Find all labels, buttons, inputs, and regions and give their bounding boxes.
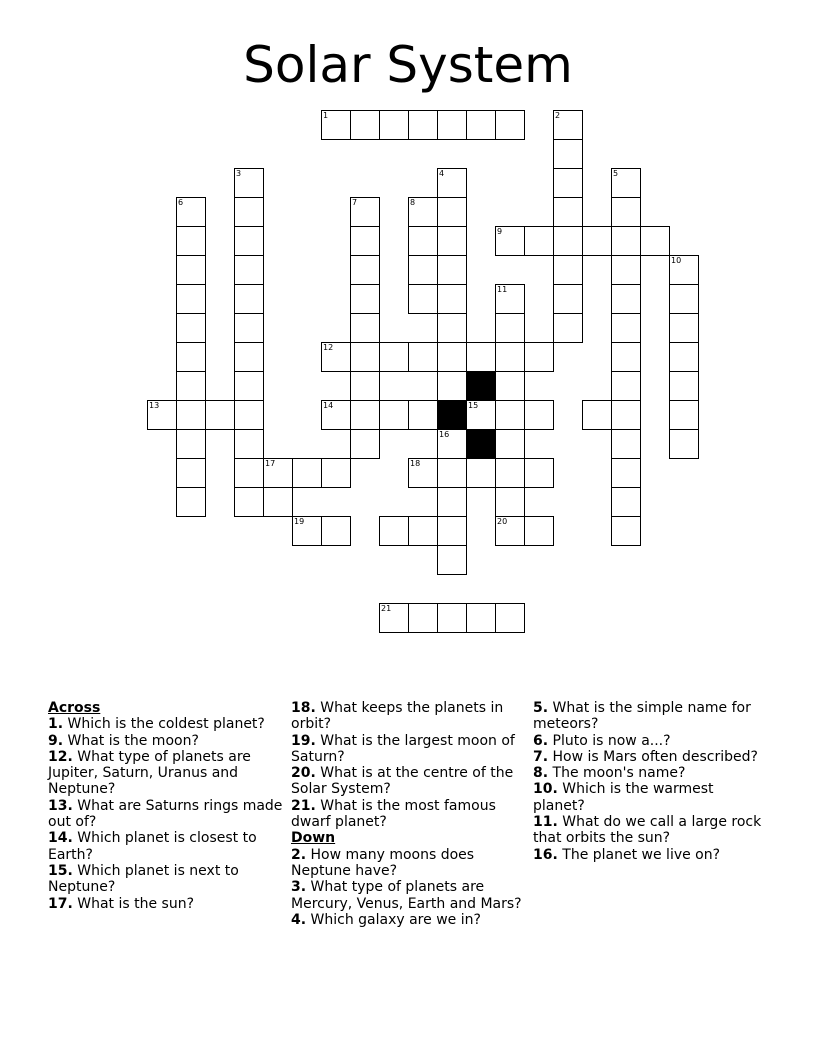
grid-cell[interactable] [176,342,206,372]
grid-cell[interactable] [408,603,438,633]
grid-cell[interactable] [582,400,612,430]
clue-number: 10 [671,256,682,265]
clue-item [48,896,284,912]
clue-number: 4 [439,169,445,178]
grid-cell[interactable] [321,110,351,140]
grid-cell[interactable] [669,371,699,401]
clue-item [291,798,527,831]
clue-item-text: Which planet is next to Neptune? [48,862,239,896]
grid-cell[interactable] [495,429,525,459]
clue-heading: Down [291,830,336,847]
clue-item-number: 1. [48,716,64,733]
grid-cell[interactable] [437,226,467,256]
grid-cell[interactable] [495,603,525,633]
grid-cell[interactable] [495,487,525,517]
grid-cell[interactable] [408,516,438,546]
grid-cell[interactable] [263,458,293,488]
clue-number: 14 [323,401,334,410]
clue-item-number: 9. [48,732,64,749]
grid-cell[interactable] [495,110,525,140]
clue-item-number: 15. [48,862,73,879]
clue-item-text: What is the sun? [77,895,195,912]
grid-cell[interactable] [437,487,467,517]
grid-cell[interactable] [379,516,409,546]
grid-cell[interactable] [553,110,583,140]
grid-cell[interactable] [669,284,699,314]
clue-item-number: 18. [291,700,316,716]
clue-number: 13 [149,401,160,410]
clue-item-text: What type of planets are Mercury, Venus, Earth and Mars? [291,879,522,912]
grid-cell[interactable] [611,168,641,198]
clue-number: 17 [265,459,276,468]
clue-column-2 [291,700,527,928]
grid-cell[interactable] [437,255,467,285]
grid-cell[interactable] [408,400,438,430]
grid-cell[interactable] [437,197,467,227]
clue-item [48,733,284,749]
grid-cell[interactable] [350,197,380,227]
grid-cell[interactable] [292,516,322,546]
grid-cell[interactable] [582,226,612,256]
grid-cell[interactable] [437,110,467,140]
grid-cell[interactable] [437,371,467,401]
grid-cell[interactable] [408,226,438,256]
grid-cell[interactable] [176,255,206,285]
clue-number: 9 [497,227,503,236]
grid-cell[interactable] [524,516,554,546]
grid-cell[interactable] [234,313,264,343]
clue-item-text: What keeps the planets in orbit? [291,700,504,733]
grid-cell[interactable] [553,197,583,227]
clue-item [533,781,769,814]
clue-number: 20 [497,517,508,526]
grid-cell[interactable] [234,400,264,430]
clue-number: 5 [613,169,619,178]
grid-cell[interactable] [350,313,380,343]
clue-item [48,749,284,798]
clue-item-text: What is the moon? [67,732,199,749]
grid-cell[interactable] [350,400,380,430]
clue-item-text: What are Saturns rings made out of? [48,797,283,831]
grid-cell[interactable] [437,545,467,575]
grid-cell[interactable] [321,342,351,372]
clue-item-text: The planet we live on? [562,846,721,863]
grid-cell[interactable] [466,458,496,488]
grid-cell[interactable] [205,400,235,430]
clue-item-number: 2. [291,846,307,863]
grid-cell[interactable] [408,458,438,488]
block-cell [466,429,496,459]
clue-item-text: Pluto is now a...? [552,732,671,749]
clue-column-1 [48,700,284,912]
grid-cell[interactable] [466,603,496,633]
clue-item [291,700,527,733]
clue-item-number: 21. [291,797,316,814]
grid-cell[interactable] [669,429,699,459]
grid-cell[interactable] [611,313,641,343]
clue-number: 6 [178,198,184,207]
grid-cell[interactable] [234,429,264,459]
clue-item-text: What is at the centre of the Solar System? [291,765,514,798]
grid-cell[interactable] [553,255,583,285]
clue-item [533,765,769,781]
grid-cell[interactable] [495,226,525,256]
grid-cell[interactable] [408,197,438,227]
clue-item [48,830,284,863]
clue-item [291,733,527,766]
grid-cell[interactable] [553,139,583,169]
clue-number: 11 [497,285,508,294]
grid-cell[interactable] [234,458,264,488]
grid-cell[interactable] [669,255,699,285]
clue-item-text: What is the most famous dwarf planet? [291,797,496,831]
clue-item-text: What do we call a large rock that orbits the sun? [533,814,762,847]
clue-number: 2 [555,111,561,120]
grid-cell[interactable] [176,458,206,488]
clue-number: 8 [410,198,416,207]
clue-number: 1 [323,111,329,120]
grid-cell[interactable] [669,313,699,343]
grid-cell[interactable] [176,313,206,343]
grid-cell[interactable] [176,284,206,314]
clue-item-number: 10. [533,781,558,798]
grid-cell[interactable] [234,284,264,314]
grid-cell[interactable] [176,371,206,401]
grid-cell[interactable] [176,197,206,227]
grid-cell[interactable] [147,400,177,430]
grid-cell[interactable] [234,342,264,372]
grid-cell[interactable] [611,226,641,256]
grid-cell[interactable] [495,342,525,372]
grid-cell[interactable] [466,110,496,140]
grid-cell[interactable] [437,458,467,488]
grid-cell[interactable] [611,284,641,314]
grid-cell[interactable] [553,168,583,198]
grid-cell[interactable] [379,110,409,140]
puzzle-title: Solar System [243,36,573,94]
grid-cell[interactable] [350,371,380,401]
grid-cell[interactable] [350,110,380,140]
clue-item-number: 4. [291,911,307,928]
grid-cell[interactable] [495,284,525,314]
clue-number: 21 [381,604,392,613]
clue-item-text: Which galaxy are we in? [310,911,481,928]
clue-item [291,912,527,928]
clue-item-text: How is Mars often described? [552,748,758,765]
clue-item [533,733,769,749]
clue-item-number: 20. [291,765,316,782]
clue-item-text: What is the simple name for meteors? [533,700,751,733]
grid-cell[interactable] [292,458,322,488]
clue-item-text: Which is the warmest planet? [533,781,714,814]
grid-cell[interactable] [437,168,467,198]
grid-cell[interactable] [350,429,380,459]
clue-item [533,700,769,733]
grid-cell[interactable] [408,255,438,285]
grid-cell[interactable] [611,516,641,546]
clue-item-number: 14. [48,830,73,847]
grid-cell[interactable] [524,226,554,256]
clue-item-number: 11. [533,814,558,831]
grid-cell[interactable] [611,458,641,488]
grid-cell[interactable] [553,226,583,256]
clue-item [291,765,527,798]
grid-cell[interactable] [379,603,409,633]
block-cell [437,400,467,430]
clue-item [48,863,284,896]
clue-item [533,814,769,847]
grid-cell[interactable] [611,197,641,227]
clue-number: 12 [323,343,334,352]
grid-cell[interactable] [669,342,699,372]
grid-cell[interactable] [524,458,554,488]
grid-cell[interactable] [611,255,641,285]
grid-cell[interactable] [176,226,206,256]
clue-item-number: 3. [291,879,307,896]
grid-cell[interactable] [524,342,554,372]
clue-number: 15 [468,401,479,410]
grid-cell[interactable] [611,342,641,372]
grid-cell[interactable] [495,313,525,343]
grid-cell[interactable] [553,313,583,343]
grid-cell[interactable] [234,371,264,401]
grid-cell[interactable] [176,429,206,459]
grid-cell[interactable] [640,226,670,256]
grid-cell[interactable] [437,313,467,343]
grid-cell[interactable] [611,400,641,430]
grid-cell[interactable] [379,400,409,430]
grid-cell[interactable] [321,400,351,430]
clue-item-number: 8. [533,765,549,782]
grid-cell[interactable] [437,603,467,633]
clue-item-number: 5. [533,700,549,716]
grid-cell[interactable] [669,400,699,430]
clue-heading: Across [48,700,101,716]
grid-cell[interactable] [408,110,438,140]
grid-cell[interactable] [611,429,641,459]
clue-item-text: Which planet is closest to Earth? [48,830,257,863]
grid-cell[interactable] [437,284,467,314]
clue-number: 19 [294,517,305,526]
grid-cell[interactable] [176,400,206,430]
clue-number: 3 [236,169,242,178]
grid-cell[interactable] [176,487,206,517]
clue-item-number: 12. [48,748,73,765]
clue-item [533,847,769,863]
grid-cell[interactable] [234,487,264,517]
grid-cell[interactable] [495,371,525,401]
clue-item-number: 19. [291,732,316,749]
grid-cell[interactable] [437,516,467,546]
clue-item-text: What is the largest moon of Saturn? [291,732,515,765]
grid-cell[interactable] [263,487,293,517]
grid-cell[interactable] [466,342,496,372]
clue-item-text: What type of planets are Jupiter, Saturn, Uranus and Neptune? [48,748,251,798]
clue-item [533,749,769,765]
clue-column-3 [533,700,769,863]
grid-cell[interactable] [553,284,583,314]
block-cell [466,371,496,401]
grid-cell[interactable] [408,342,438,372]
clue-item-number: 7. [533,748,549,765]
grid-cell[interactable] [321,458,351,488]
grid-cell[interactable] [321,516,351,546]
grid-cell[interactable] [234,255,264,285]
grid-cell[interactable] [437,429,467,459]
clue-item-text: The moon's name? [552,765,686,782]
clue-item-number: 17. [48,895,73,912]
grid-cell[interactable] [495,516,525,546]
grid-cell[interactable] [350,255,380,285]
grid-cell[interactable] [234,168,264,198]
grid-cell[interactable] [495,458,525,488]
grid-cell[interactable] [408,284,438,314]
grid-cell[interactable] [234,226,264,256]
clue-item [48,798,284,831]
clue-item-number: 16. [533,846,558,863]
grid-cell[interactable] [234,197,264,227]
grid-cell[interactable] [350,342,380,372]
grid-cell[interactable] [379,342,409,372]
clue-number: 16 [439,430,450,439]
clue-item [48,716,284,732]
grid-cell[interactable] [524,400,554,430]
clue-item-number: 6. [533,732,549,749]
grid-cell[interactable] [611,487,641,517]
grid-cell[interactable] [350,284,380,314]
grid-cell[interactable] [466,400,496,430]
clue-item-number: 13. [48,797,73,814]
clue-item-text: Which is the coldest planet? [67,716,265,733]
grid-cell[interactable] [350,226,380,256]
clue-item-text: How many moons does Neptune have? [291,846,475,879]
clue-item [291,847,527,880]
grid-cell[interactable] [611,371,641,401]
grid-cell[interactable] [495,400,525,430]
clue-item [291,879,527,912]
clue-number: 7 [352,198,358,207]
clue-number: 18 [410,459,421,468]
